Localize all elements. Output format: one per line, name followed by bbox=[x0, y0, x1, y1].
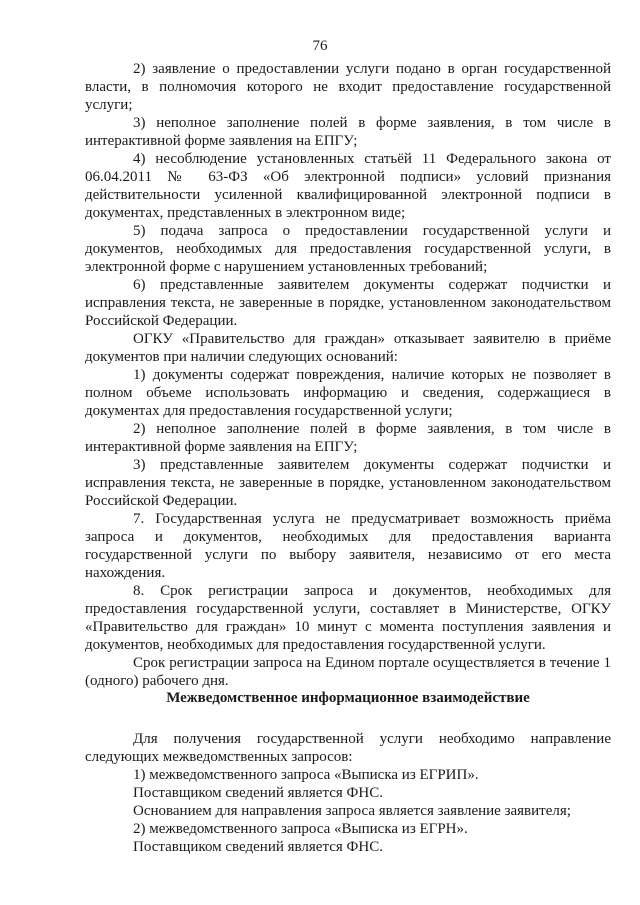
page-number: 76 bbox=[312, 38, 328, 54]
paragraph: 2) заявление о предоставлении услуги подано в орган государственной власти, в полномочия которого не входит предоставление государственной услуги; bbox=[85, 61, 611, 113]
paragraph: 5) подача запроса о предоставлении государственной услуги и документов, необходимых для предоставления государственной услуги, в электронной форме с нарушением установленных требований; bbox=[85, 223, 611, 275]
section-heading: Межведомственное информационное взаимодействие bbox=[166, 690, 530, 706]
paragraph: 2) неполное заполнение полей в форме заявления, в том числе в интерактивной форме заявления на ЕПГУ; bbox=[85, 421, 611, 455]
paragraph: 7. Государственная услуга не предусматривает возможность приёма запроса и документов, необходимых для предоставления варианта государственной услуги по выбору заявителя, независимо от его места нахождения. bbox=[85, 511, 611, 581]
document-body bbox=[85, 60, 611, 690]
paragraph: 3) неполное заполнение полей в форме заявления, в том числе в интерактивной форме заявления на ЕПГУ; bbox=[85, 115, 611, 149]
paragraph: 8. Срок регистрации запроса и документов, необходимых для предоставления государственной услуги, составляет в Министерстве, ОГКУ «Правительство для граждан» 10 минут с момента поступления заявления и документов, необходимых для предоставления государственной услуги. bbox=[85, 583, 611, 653]
paragraph: 3) представленные заявителем документы содержат подчистки и исправления текста, не заверенные в порядке, установленном законодательством Российской Федерации. bbox=[85, 457, 611, 509]
paragraph: ОГКУ «Правительство для граждан» отказывает заявителю в приёме документов при наличии следующих оснований: bbox=[85, 331, 611, 365]
section-body bbox=[85, 730, 611, 856]
paragraph: 4) несоблюдение установленных статьёй 11 Федерального закона от 06.04.2011 № 63-ФЗ «Об электронной подписи» условий признания действительности усиленной квалифицированной электронной подписи в документах, представленных в электронном виде; bbox=[85, 151, 611, 221]
paragraph: Для получения государственной услуги необходимо направление следующих межведомственных запросов: bbox=[85, 731, 611, 765]
paragraph: 1) межведомственного запроса «Выписка из ЕГРИП». bbox=[133, 767, 479, 783]
paragraph: 1) документы содержат повреждения, наличие которых не позволяет в полном объеме использовать информацию и сведения, содержащиеся в документах для предоставления государственной услуги; bbox=[85, 367, 611, 419]
paragraph: 2) межведомственного запроса «Выписка из ЕГРН». bbox=[133, 821, 468, 837]
paragraph: Поставщиком сведений является ФНС. bbox=[133, 839, 383, 855]
paragraph: Поставщиком сведений является ФНС. bbox=[133, 785, 383, 801]
paragraph: Срок регистрации запроса на Едином портале осуществляется в течение 1 (одного) рабочего дня. bbox=[85, 655, 611, 689]
paragraph: 6) представленные заявителем документы содержат подчистки и исправления текста, не заверенные в порядке, установленном законодательством Российской Федерации. bbox=[85, 277, 611, 329]
paragraph: Основанием для направления запроса является заявление заявителя; bbox=[133, 803, 571, 819]
